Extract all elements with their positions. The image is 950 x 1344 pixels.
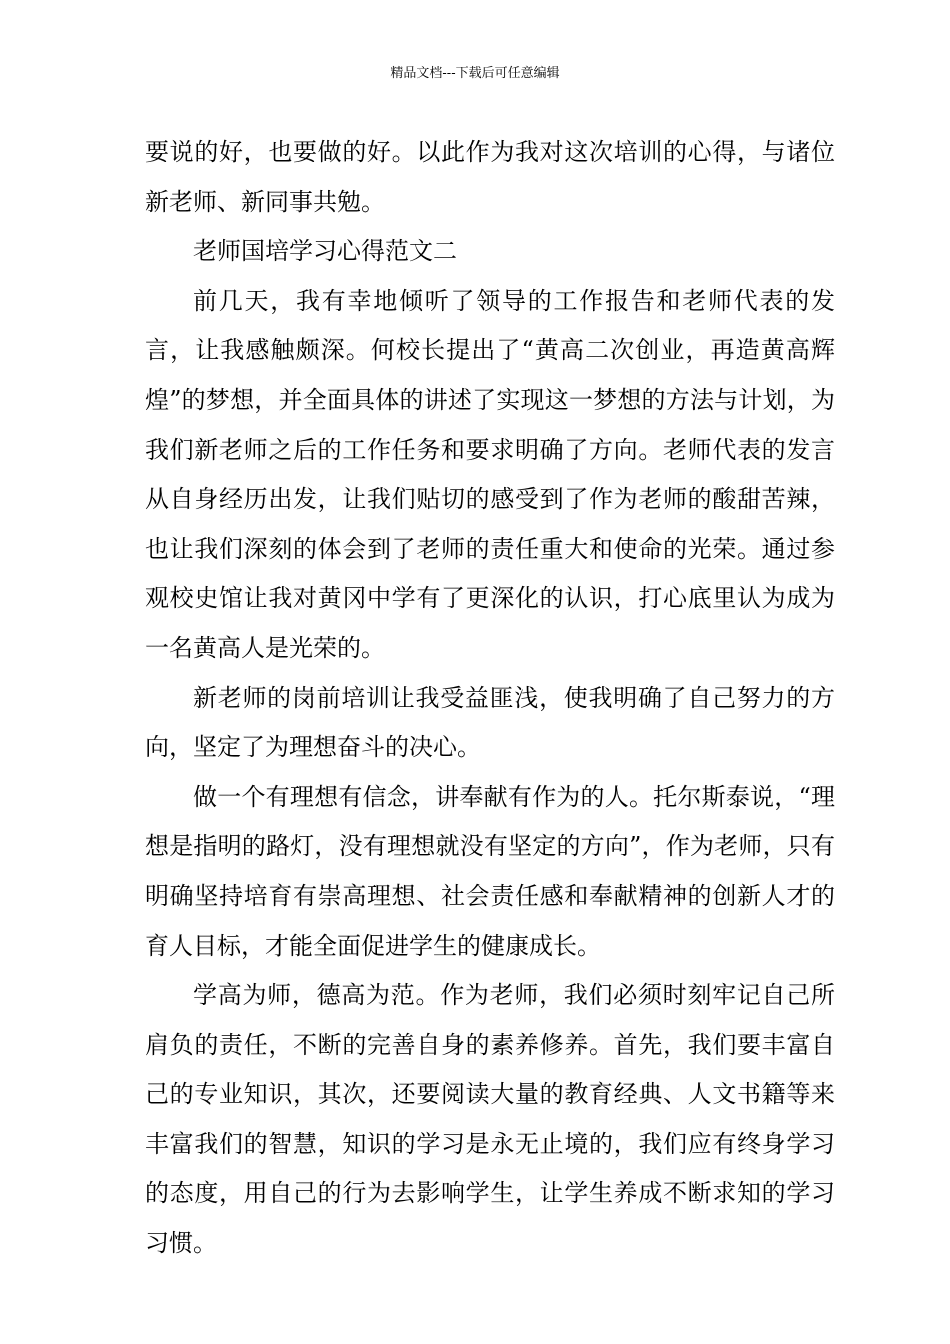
- paragraph-3: 新老师的岗前培训让我受益匪浅，使我明确了自己努力的方向，坚定了为理想奋斗的决心。: [145, 683, 835, 762]
- paragraph-2: 前几天，我有幸地倾听了领导的工作报告和老师代表的发言，让我感触颇深。何校长提出了“黄高二次创业，再造黄高辉煌”的梦想，并全面具体的讲述了实现这一梦想的方法与计划，为我们新老师之后的工作任务和要求明确了方向。老师代表的发言从自身经历出发，让我们贴切的感受到了作为老师的酸甜苦辣，也让我们深刻的体会到了老师的责任重大和使命的光荣。通过参观校史馆让我对黄冈中学有了更深化的认识，打心底里认为成为一名黄高人是光荣的。: [145, 286, 835, 662]
- paragraph-4: 做一个有理想有信念，讲奉献有作为的人。托尔斯泰说，“理想是指明的路灯，没有理想就没有坚定的方向”，作为老师，只有明确坚持培育有崇高理想、社会责任感和奉献精神的创新人才的育人目标，才能全面促进学生的健康成长。: [145, 782, 835, 960]
- paragraph-5: 学高为师，德高为范。作为老师，我们必须时刻牢记自己所肩负的责任，不断的完善自身的素养修养。首先，我们要丰富自己的专业知识，其次，还要阅读大量的教育经典、人文书籍等来丰富我们的智慧，知识的学习是永无止境的，我们应有终身学习的态度，用自己的行为去影响学生，让学生养成不断求知的学习习惯。: [145, 981, 835, 1258]
- page-header: 精品文档---下载后可任意编辑: [390, 66, 560, 81]
- document-body: [145, 128, 835, 1269]
- section-heading: 老师国培学习心得范文二: [193, 237, 457, 266]
- paragraph-1: 要说的好，也要做的好。以此作为我对这次培训的心得，与诸位新老师、新同事共勉。: [145, 138, 835, 216]
